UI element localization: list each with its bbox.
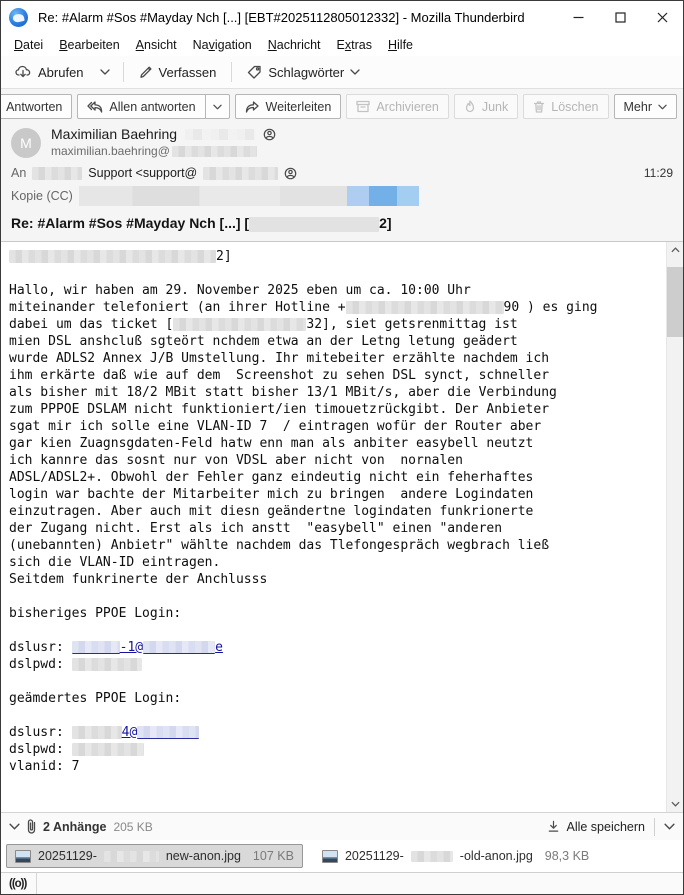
redacted-text	[346, 301, 504, 314]
to-row	[1, 163, 683, 183]
collapse-attachments-chevron-icon[interactable]	[9, 823, 20, 830]
cc-redacted	[79, 186, 419, 206]
menu-item-ansicht[interactable]: Ansicht	[135, 37, 177, 52]
attachment-size: 107 KB	[252, 849, 294, 863]
contact-icon[interactable]	[263, 128, 276, 141]
junk-label: Junk	[481, 99, 509, 114]
body-line	[9, 673, 662, 690]
menu-item-bearbeiten[interactable]: Bearbeiten	[59, 37, 120, 52]
sender-row	[1, 123, 683, 163]
to-domain-redacted	[203, 167, 278, 180]
forward-button[interactable]	[235, 94, 342, 119]
tags-button[interactable]	[239, 61, 368, 84]
attachment-bar	[1, 812, 683, 840]
redacted-text	[173, 318, 306, 331]
flame-icon	[464, 100, 476, 113]
reply-all-icon	[87, 101, 103, 113]
chevron-down-icon	[100, 69, 110, 75]
get-messages-dropdown[interactable]	[94, 65, 116, 79]
message-actions-toolbar	[1, 89, 683, 123]
body-line	[9, 622, 662, 639]
body-line: wurde ADLS2 Annex J/B Umstellung. Ihr mitebeiter erzählte nachdem ich	[9, 350, 550, 366]
cc-label: Kopie (CC)	[11, 189, 73, 203]
save-all-label: Alle speichern	[566, 819, 645, 834]
message-header-panel	[1, 89, 683, 242]
link-text[interactable]: e	[215, 639, 223, 655]
redacted-text	[72, 658, 142, 671]
contact-icon[interactable]	[284, 167, 297, 180]
compose-button[interactable]	[131, 61, 225, 84]
menu-bar	[1, 33, 683, 56]
delete-button[interactable]	[523, 94, 608, 119]
paperclip-icon	[27, 819, 36, 834]
image-attachment-icon	[15, 850, 31, 863]
body-line: geämdertes PPOE Login:	[9, 690, 182, 706]
avatar: M	[11, 128, 41, 158]
link-text[interactable]: 4@	[121, 724, 138, 740]
attachment-item[interactable]	[6, 844, 303, 868]
subject-redacted	[249, 217, 379, 232]
body-line: bisheriges PPOE Login:	[9, 605, 182, 621]
separator	[36, 873, 37, 895]
body-line: ADSL/ADSL2+. Obwohl der Fehler ganz eindeutig nicht ein feherhaftes	[9, 469, 534, 485]
archive-button[interactable]	[346, 94, 449, 119]
reply-label: Antworten	[6, 99, 63, 114]
body-line: als bisher mit 18/2 MBit statt bisher 13/1 MBit/s, aber die Verbindung	[9, 384, 557, 400]
menu-item-extras[interactable]: Extras	[336, 37, 372, 52]
attachment-name: 20251129-	[344, 849, 404, 863]
separator	[654, 818, 655, 836]
body-line: 2]	[9, 248, 662, 265]
to-label: An	[11, 166, 27, 180]
body-line: dslpwd:	[9, 656, 662, 673]
online-status-icon[interactable]: ((o))	[9, 877, 27, 890]
forward-label: Weiterleiten	[265, 99, 332, 114]
menu-item-datei[interactable]: Datei	[14, 37, 44, 52]
message-time: 11:29	[643, 166, 673, 180]
reply-all-dropdown[interactable]	[206, 94, 230, 119]
body-line: ich kannre das sosnt nur von VDSL aber nicht von nornalen	[9, 452, 463, 468]
attachment-item[interactable]	[313, 844, 598, 868]
message-body	[1, 242, 683, 812]
forward-icon	[245, 101, 260, 113]
get-messages-label: Abrufen	[38, 64, 84, 80]
subject-post: 2]	[379, 215, 392, 231]
cloud-download-icon	[15, 65, 32, 79]
pencil-icon	[139, 65, 153, 79]
reply-all-group	[77, 94, 229, 119]
delete-label: Löschen	[551, 99, 599, 114]
attachment-name-redacted	[104, 851, 159, 862]
attachment-size: 98,3 KB	[544, 849, 590, 863]
junk-button[interactable]	[454, 94, 518, 119]
menu-item-hilfe[interactable]: Hilfe	[387, 37, 413, 52]
save-all-button[interactable]	[547, 820, 645, 834]
toolbar-separator	[123, 62, 124, 82]
link-text[interactable]: -1@	[119, 639, 144, 655]
chevron-down-icon	[658, 104, 667, 110]
attachment-list	[1, 840, 683, 872]
scroll-up-icon[interactable]	[667, 242, 684, 259]
status-bar	[1, 872, 683, 894]
scroll-down-icon[interactable]	[667, 795, 684, 812]
window-title: Re: #Alarm #Sos #Mayday Nch [...] [EBT#2025112805012332] - Mozilla Thunderbird	[38, 9, 525, 25]
redacted-link[interactable]	[137, 726, 199, 739]
tags-label: Schlagwörter	[268, 64, 345, 80]
body-line: dslusr: -1@ e	[9, 639, 223, 655]
more-label: Mehr	[623, 99, 652, 114]
body-line: dslusr: 4@	[9, 724, 662, 741]
compose-label: Verfassen	[158, 64, 217, 80]
attachment-count[interactable]: 2 Anhänge	[43, 819, 107, 834]
body-line: zum PPPOE DSLAM nicht funktioniert/ien timouetzrückgibt. Der Anbieter	[9, 401, 550, 417]
thunderbird-logo-icon	[9, 8, 28, 27]
body-line: dabei um das ticket [ 32], siet getsrenmittag ist	[9, 316, 518, 332]
body-line	[9, 265, 662, 282]
title-bar	[1, 1, 683, 33]
sender-redacted	[185, 129, 255, 140]
main-toolbar	[1, 56, 683, 89]
reply-all-label: Allen antworten	[109, 99, 196, 114]
body-line: Seitdem funkrinerte der Anchlusss	[9, 571, 268, 587]
body-line	[9, 588, 662, 605]
body-line: der Zugang nicht. Erst als ich anstt "easybell" einen "anderen	[9, 520, 503, 536]
body-line: login war bachte der Mitarbeiter mich zu bringen andere Logindaten	[9, 486, 534, 502]
body-line: miteinander telefoniert (an ihrer Hotline + 90 ) es ging	[9, 299, 598, 315]
subject-pre: Re: #Alarm #Sos #Mayday Nch [...] [	[11, 215, 250, 231]
to-value[interactable]: Support <support@	[88, 166, 198, 180]
body-line: ihm erkärte daß wie auf dem Screenshot zu sehen DSL synct, schneller	[9, 367, 550, 383]
maximize-button[interactable]	[599, 2, 641, 33]
body-line: dslpwd:	[9, 741, 662, 758]
reply-all-button[interactable]	[77, 94, 205, 119]
attachment-name-redacted	[411, 851, 453, 862]
sender-email-prefix: maximilian.baehring@	[51, 144, 170, 158]
minimize-button[interactable]	[557, 2, 599, 33]
toolbar-separator	[231, 62, 232, 82]
redacted-text	[72, 726, 122, 739]
chevron-down-icon	[350, 69, 360, 75]
save-all-dropdown-chevron-icon[interactable]	[664, 823, 675, 830]
redacted-link[interactable]	[143, 641, 215, 654]
cc-row	[1, 183, 683, 209]
message-body-text[interactable]	[1, 242, 666, 812]
scrollbar-thumb[interactable]	[667, 267, 683, 337]
redacted-text	[72, 743, 144, 756]
attachment-name: 20251129-	[38, 849, 97, 863]
body-line	[9, 707, 662, 724]
body-line: Hallo, wir haben am 29. November 2025 eben um ca. 10:00 Uhr	[9, 282, 471, 298]
close-button[interactable]	[641, 2, 683, 33]
vertical-scrollbar[interactable]	[666, 242, 683, 812]
scrollbar-track[interactable]	[667, 259, 683, 795]
download-icon	[547, 820, 560, 833]
redacted-link[interactable]	[72, 641, 120, 654]
body-line: sgat mir ich solle eine VLAN-ID 7 / eintragen wofür der Router aber	[9, 418, 542, 434]
body-line: (unebannten) Anbietr" wählte nachdem das Tlefongespräch wegbrach ließ	[9, 537, 550, 553]
chevron-down-icon	[213, 104, 222, 110]
sender-email-redacted	[172, 146, 257, 157]
sender-name[interactable]: Maximilian Baehring	[51, 126, 178, 142]
archive-icon	[356, 100, 370, 113]
body-line: einzutragen. Aber auch mit diesn geändertne logindaten funkrionerte	[9, 503, 534, 519]
image-attachment-icon	[322, 850, 338, 863]
attachment-name: -old-anon.jpg	[459, 849, 533, 863]
redacted-text	[9, 250, 216, 263]
tag-icon	[247, 65, 262, 79]
attachment-name: new-anon.jpg	[165, 849, 241, 863]
archive-label: Archivieren	[376, 99, 439, 114]
attachment-total-size: 205 KB	[113, 819, 153, 834]
body-line: gar kien Zuagnsgdaten-Feld hatw enn man als anbiter easybell neutzt	[9, 435, 534, 451]
trash-icon	[533, 100, 545, 113]
body-line: sich die VLAN-ID eintragen.	[9, 554, 221, 570]
to-redacted	[32, 167, 82, 180]
reply-button[interactable]	[0, 94, 72, 119]
body-line: mien DSL anshcluß sgteört nchdem etwa an der Letng letung geädert	[9, 333, 518, 349]
menu-item-nachricht[interactable]: Nachricht	[267, 37, 321, 52]
menu-item-navigation[interactable]: Navigation	[192, 37, 252, 52]
get-messages-button[interactable]	[7, 61, 92, 84]
more-button[interactable]	[614, 94, 677, 119]
subject-line	[1, 209, 683, 239]
body-line: vlanid: 7	[9, 758, 80, 774]
